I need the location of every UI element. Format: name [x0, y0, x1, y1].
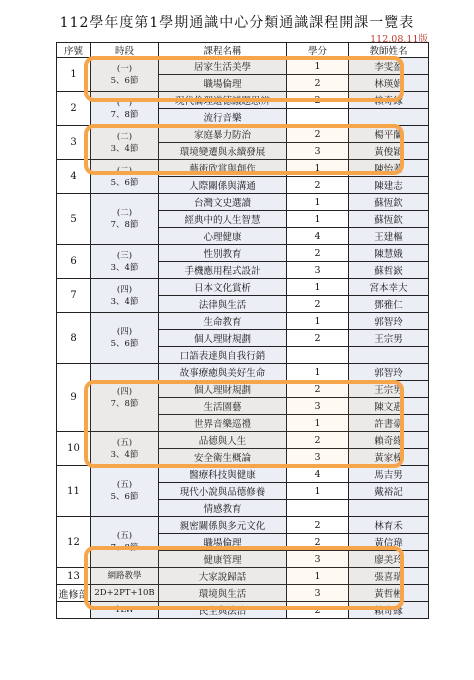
- time-slot-cell: (五) 7、8節: [91, 517, 159, 568]
- credit-cell: 2: [287, 177, 349, 194]
- header-slot: 時段: [91, 43, 159, 58]
- credit-cell: [287, 109, 349, 126]
- credit-cell: 1: [287, 568, 349, 585]
- teacher-cell: 蘇哲嶔: [349, 262, 429, 279]
- seq-cell: 9: [57, 364, 91, 432]
- credit-cell: 3: [287, 585, 349, 602]
- seq-cell: 1: [57, 58, 91, 92]
- teacher-cell: 宮本幸大: [349, 279, 429, 296]
- time-slot-cell: (四) 5、6節: [91, 313, 159, 364]
- course-name-cell: 民主與法治: [159, 602, 287, 619]
- highlight-box-1: [84, 56, 404, 102]
- credit-cell: 2: [287, 517, 349, 534]
- teacher-cell: 陳怡蓁: [349, 160, 429, 177]
- teacher-cell: 張喜瑞: [349, 568, 429, 585]
- teacher-cell: [349, 109, 429, 126]
- seq-cell: 4: [57, 160, 91, 194]
- credit-cell: 3: [287, 143, 349, 160]
- time-slot-cell: 網路教學: [91, 568, 159, 585]
- credit-cell: 2: [287, 126, 349, 143]
- credit-cell: 1: [287, 279, 349, 296]
- course-name-cell: 職場倫理: [159, 534, 287, 551]
- teacher-cell: 賴奇緣: [349, 92, 429, 109]
- teacher-cell: 林育禾: [349, 517, 429, 534]
- seq-cell: 進修部: [57, 585, 91, 602]
- course-name-cell: 手機應用程式設計: [159, 262, 287, 279]
- teacher-cell: 黃家榛: [349, 449, 429, 466]
- credit-cell: 1: [287, 58, 349, 75]
- teacher-cell: 郭智玲: [349, 364, 429, 381]
- course-name-cell: 個人理財規劃: [159, 381, 287, 398]
- course-name-cell: 流行音樂: [159, 109, 287, 126]
- seq-cell: 12: [57, 517, 91, 568]
- credit-cell: 2: [287, 245, 349, 262]
- time-slot-cell: (四) 3、4節: [91, 279, 159, 313]
- credit-cell: 2: [287, 75, 349, 92]
- table-row: [57, 194, 429, 211]
- course-name-cell: 藝術欣賞與創作: [159, 160, 287, 177]
- teacher-cell: 王宗男: [349, 330, 429, 347]
- course-name-cell: 故事療癒與美好生命: [159, 364, 287, 381]
- credit-cell: 1: [287, 364, 349, 381]
- teacher-cell: 戴裕記: [349, 483, 429, 500]
- course-name-cell: 個人理財規劃: [159, 330, 287, 347]
- table-row: [57, 279, 429, 296]
- time-slot-cell: (二) 3、4節: [91, 126, 159, 160]
- teacher-cell: [349, 347, 429, 364]
- header-course: 課程名稱: [159, 43, 287, 58]
- credit-cell: 1: [287, 160, 349, 177]
- course-name-cell: 現代小說與品德修養: [159, 483, 287, 500]
- time-slot-cell: (一) 7、8節: [91, 92, 159, 126]
- seq-cell: 5: [57, 194, 91, 245]
- teacher-cell: 黃信瑋: [349, 534, 429, 551]
- course-name-cell: 法律與生活: [159, 296, 287, 313]
- table-row: [57, 364, 429, 381]
- course-name-cell: 現代倫理道德議題思辨: [159, 92, 287, 109]
- seq-cell: 3: [57, 126, 91, 160]
- teacher-cell: 王宗男: [349, 381, 429, 398]
- credit-cell: 3: [287, 449, 349, 466]
- teacher-cell: 王建樞: [349, 228, 429, 245]
- seq-cell: 8: [57, 313, 91, 364]
- time-slot-cell: (二) 7、8節: [91, 194, 159, 245]
- highlight-box-9: [84, 380, 404, 468]
- seq-cell: 6: [57, 245, 91, 279]
- table-row: [57, 517, 429, 534]
- course-name-cell: 健康管理: [159, 551, 287, 568]
- seq-cell: 11: [57, 466, 91, 517]
- version-date: 112.08.11版: [370, 34, 428, 45]
- time-slot-cell: (五) 3、4節: [91, 432, 159, 466]
- highlight-box-12: [84, 546, 404, 610]
- credit-cell: 2: [287, 602, 349, 619]
- credit-cell: 2: [287, 381, 349, 398]
- course-name-cell: 性別教育: [159, 245, 287, 262]
- course-name-cell: 經典中的人生智慧: [159, 211, 287, 228]
- teacher-cell: 鄧雅仁: [349, 296, 429, 313]
- teacher-cell: 黃俊穎: [349, 143, 429, 160]
- course-name-cell: 口語表達與自我行銷: [159, 347, 287, 364]
- course-name-cell: 環境與生活: [159, 585, 287, 602]
- credit-cell: 3: [287, 551, 349, 568]
- credit-cell: 1: [287, 415, 349, 432]
- teacher-cell: 賴奇緣: [349, 602, 429, 619]
- course-name-cell: 居家生活美學: [159, 58, 287, 75]
- course-name-cell: 職場倫理: [159, 75, 287, 92]
- credit-cell: 3: [287, 398, 349, 415]
- credit-cell: [287, 500, 349, 517]
- teacher-cell: 陳慧娥: [349, 245, 429, 262]
- course-name-cell: 心理健康: [159, 228, 287, 245]
- time-slot-cell: (五) 5、6節: [91, 466, 159, 517]
- highlight-box-3: [84, 124, 404, 175]
- credit-cell: 1: [287, 211, 349, 228]
- seq-cell: 13: [57, 568, 91, 585]
- teacher-cell: 馬吉男: [349, 466, 429, 483]
- course-name-cell: 生命教育: [159, 313, 287, 330]
- course-name-cell: 人際關係與溝通: [159, 177, 287, 194]
- time-slot-cell: 2D+2PT+10B: [91, 585, 159, 602]
- table-row: [57, 313, 429, 330]
- credit-cell: 1: [287, 483, 349, 500]
- course-name-cell: 醫療科技與健康: [159, 466, 287, 483]
- credit-cell: 2: [287, 296, 349, 313]
- course-name-cell: 家庭暴力防治: [159, 126, 287, 143]
- teacher-cell: 陳文惠: [349, 398, 429, 415]
- time-slot-cell: (三) 3、4節: [91, 245, 159, 279]
- course-name-cell: 大家說歸話: [159, 568, 287, 585]
- teacher-cell: 許書豪: [349, 415, 429, 432]
- credit-cell: 2: [287, 432, 349, 449]
- teacher-cell: 林瑛娟: [349, 75, 429, 92]
- header-credit: 學分: [287, 43, 349, 58]
- credit-cell: 4: [287, 228, 349, 245]
- table-row: [57, 466, 429, 483]
- time-slot-cell: 1LW: [91, 602, 159, 619]
- teacher-cell: [349, 500, 429, 517]
- teacher-cell: 蘇恆欽: [349, 211, 429, 228]
- credit-cell: 1: [287, 313, 349, 330]
- course-name-cell: 日本文化賞析: [159, 279, 287, 296]
- teacher-cell: 楊平蘭: [349, 126, 429, 143]
- credit-cell: [287, 347, 349, 364]
- teacher-cell: 郭智玲: [349, 313, 429, 330]
- header-teacher: 教師姓名: [349, 43, 429, 58]
- course-name-cell: 世界音樂巡禮: [159, 415, 287, 432]
- course-name-cell: 安全衛生概論: [159, 449, 287, 466]
- credit-cell: 3: [287, 262, 349, 279]
- course-name-cell: 親密關係與多元文化: [159, 517, 287, 534]
- seq-cell: 10: [57, 432, 91, 466]
- teacher-cell: 李雯盈: [349, 58, 429, 75]
- credit-cell: 2: [287, 534, 349, 551]
- credit-cell: 2: [287, 92, 349, 109]
- time-slot-cell: (四) 7、8節: [91, 364, 159, 432]
- page-title: 112學年度第1學期通識中心分類通識課程開課一覽表: [59, 15, 415, 31]
- credit-cell: 4: [287, 466, 349, 483]
- teacher-cell: 黃哲彬: [349, 585, 429, 602]
- teacher-cell: 賴奇緣: [349, 432, 429, 449]
- credit-cell: 2: [287, 330, 349, 347]
- table-row: [57, 245, 429, 262]
- header-seq: 序號: [57, 43, 91, 58]
- teacher-cell: 廖美玲: [349, 551, 429, 568]
- course-name-cell: 情感教育: [159, 500, 287, 517]
- time-slot-cell: (二) 5、6節: [91, 160, 159, 194]
- credit-cell: 1: [287, 194, 349, 211]
- course-name-cell: 品德與人生: [159, 432, 287, 449]
- time-slot-cell: (一) 5、6節: [91, 58, 159, 92]
- seq-cell: 7: [57, 279, 91, 313]
- course-name-cell: 環境變遷與永續發展: [159, 143, 287, 160]
- course-name-cell: 生活園藝: [159, 398, 287, 415]
- course-name-cell: 台灣文史選讀: [159, 194, 287, 211]
- seq-cell: 2: [57, 92, 91, 126]
- teacher-cell: 陳建志: [349, 177, 429, 194]
- teacher-cell: 蘇恆欽: [349, 194, 429, 211]
